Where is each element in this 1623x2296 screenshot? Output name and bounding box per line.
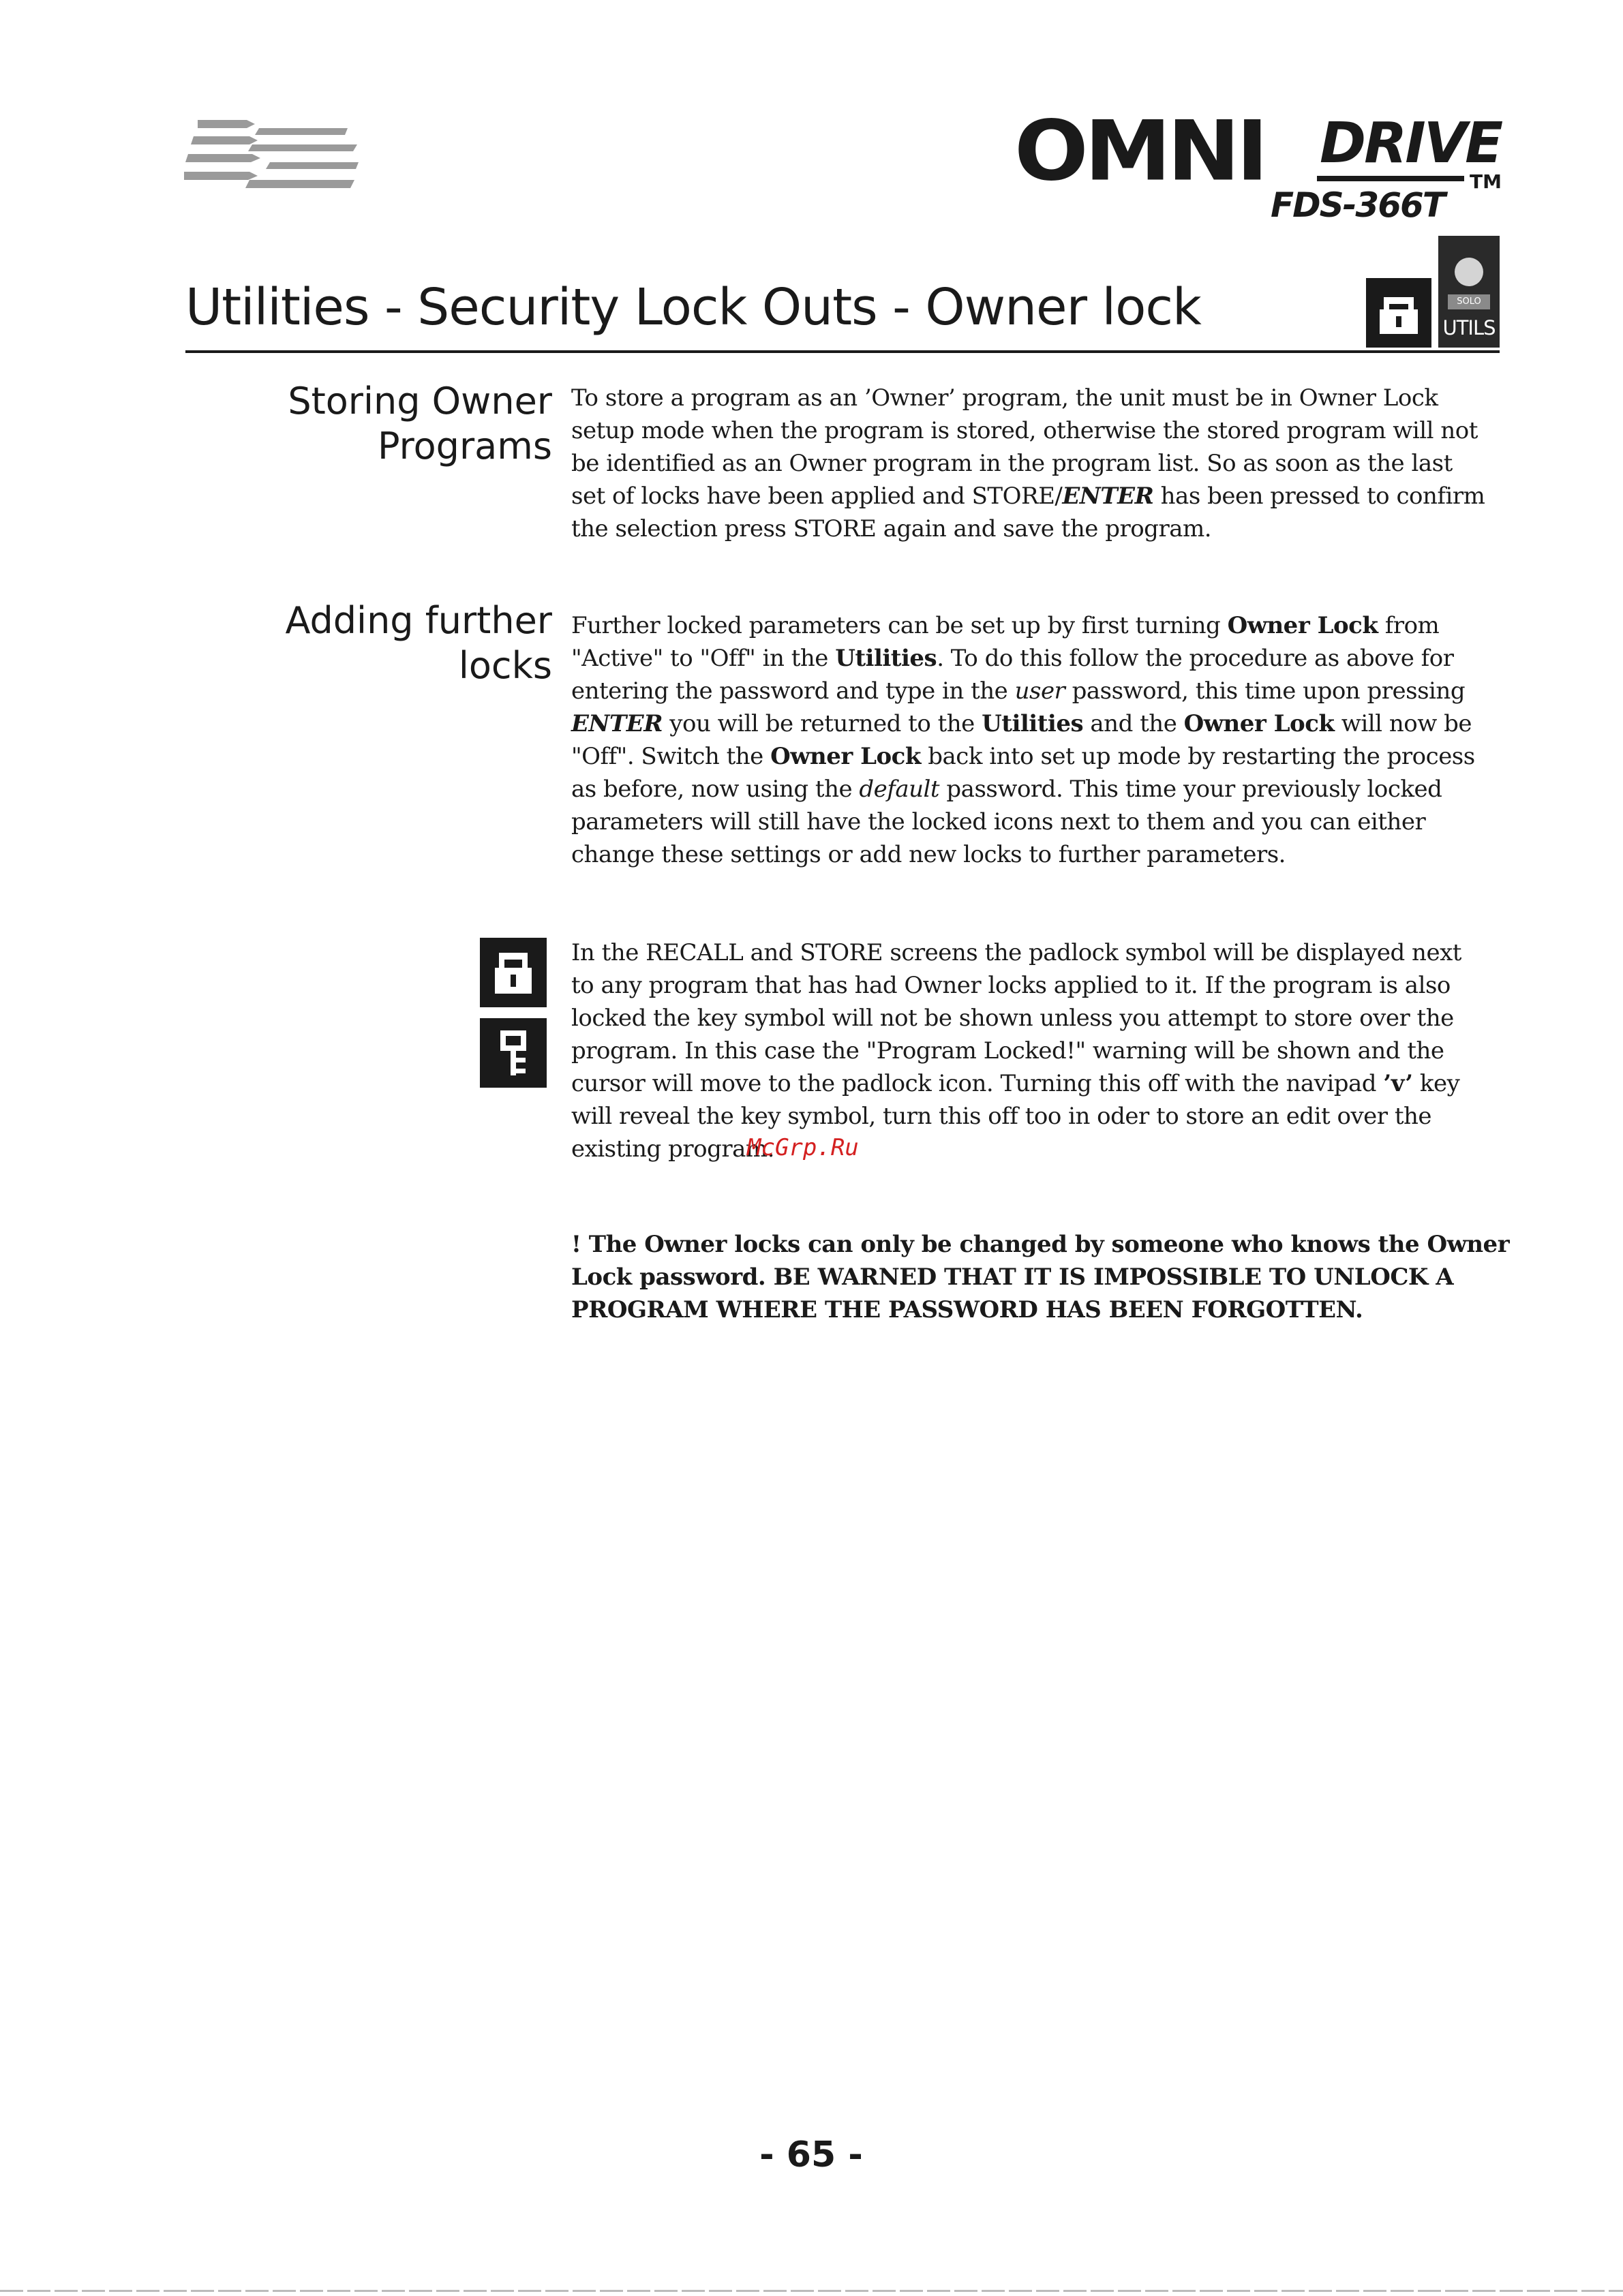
logo-trademark: TM <box>1470 170 1502 193</box>
heading-adding-further-locks <box>184 598 552 688</box>
text-line <box>571 838 1494 871</box>
utils-sub-label: SOLO <box>1448 294 1490 309</box>
text-run: setup mode when the program is stored, otherwise the stored program will not <box>571 417 1478 444</box>
text-line <box>571 675 1494 707</box>
text-line <box>571 642 1494 675</box>
text-line <box>571 1228 1510 1261</box>
text-run: will reveal the key symbol, turn this off too in oder to store an edit over the <box>571 1103 1432 1130</box>
text-run: Utilities <box>835 645 937 672</box>
text-line <box>571 512 1494 545</box>
text-run: program. In this case the "Program Locked!" warning will be shown and the <box>571 1037 1444 1065</box>
paragraph-adding <box>571 609 1494 871</box>
text-run: change these settings or add new locks to further parameters. <box>571 841 1286 868</box>
text-run: entering the password and type in the <box>571 677 1015 705</box>
text-run: ENTER <box>571 710 663 737</box>
text-run: . To do this follow the procedure as above for <box>937 645 1454 672</box>
text-run: will now be <box>1334 710 1472 737</box>
text-run: password. This time your previously locked <box>939 776 1442 803</box>
text-line <box>571 1100 1494 1133</box>
text-run: Owner Lock <box>1227 612 1378 639</box>
text-run: password, this time upon pressing <box>1065 677 1466 705</box>
text-run: to any program that has had Owner locks applied to it. If the program is also <box>571 972 1451 999</box>
bss-logo-graphic <box>184 114 361 195</box>
heading-line: Programs <box>378 425 552 468</box>
text-run: and the <box>1083 710 1184 737</box>
logo-model-text: FDS-366T <box>1271 185 1444 225</box>
text-run: ’v’ <box>1383 1070 1413 1097</box>
text-run: set of locks have been applied and STORE/ <box>571 483 1063 510</box>
text-run: be identified as an Owner program in the program list. So as soon as the last <box>571 450 1453 477</box>
bottom-edge-rule <box>0 2290 1623 2292</box>
text-line <box>571 740 1494 773</box>
text-line <box>571 1294 1494 1326</box>
text-line <box>571 609 1494 642</box>
text-run: To store a program as an ’Owner’ program, the unit must be in Owner Lock <box>571 384 1438 412</box>
text-line <box>571 773 1494 806</box>
page-number: - 65 - <box>759 2134 863 2175</box>
text-run: Owner Lock <box>770 743 921 770</box>
logo-drive-text: DRIVE <box>1320 111 1502 176</box>
paragraph-storing <box>571 382 1494 545</box>
text-run: as before, now using the <box>571 776 860 803</box>
text-run: PROGRAM WHERE THE PASSWORD HAS BEEN FORGOTTEN. <box>571 1296 1363 1323</box>
text-run: In the RECALL and STORE screens the padlock symbol will be displayed next <box>571 939 1461 966</box>
text-line <box>571 936 1494 969</box>
text-line <box>571 707 1494 740</box>
text-run: cursor will move to the padlock icon. Turning this off with the navipad <box>571 1070 1384 1097</box>
utils-label: UTILS <box>1442 316 1496 339</box>
text-run: Utilities <box>982 710 1084 737</box>
heading-line: Adding further <box>285 599 552 642</box>
text-run: Lock password. BE WARNED THAT IT IS IMPOSSIBLE TO UNLOCK A <box>571 1264 1454 1291</box>
watermark-text: McGrp.Ru <box>747 1134 859 1161</box>
text-run: key <box>1412 1070 1460 1097</box>
text-run: Owner Lock <box>1183 710 1335 737</box>
text-line <box>571 806 1494 838</box>
logo-drive-underline <box>1317 176 1464 181</box>
text-line <box>571 382 1494 414</box>
utils-led-icon <box>1455 258 1483 286</box>
text-run: parameters will still have the locked icons next to them and you can either <box>571 808 1426 836</box>
text-line <box>571 1133 1494 1165</box>
text-run: back into set up mode by restarting the process <box>920 743 1475 770</box>
paragraph-recall-store <box>571 936 1494 1165</box>
text-run: ! The Owner locks can only be changed by someone who knows the Owner <box>571 1231 1510 1258</box>
text-run: locked the key symbol will not be shown unless you attempt to store over the <box>571 1005 1454 1032</box>
text-run: the selection press STORE again and save the program. <box>571 515 1212 542</box>
text-run: you will be returned to the <box>662 710 982 737</box>
text-run: has been pressed to confirm <box>1153 483 1485 510</box>
text-run: existing program. <box>571 1135 774 1163</box>
text-line <box>571 1261 1494 1294</box>
heading-storing-owner-programs <box>184 379 552 469</box>
paragraph-warning <box>571 1228 1510 1326</box>
title-divider <box>185 350 1500 353</box>
text-run: ENTER <box>1062 483 1154 510</box>
text-run: "Off". Switch the <box>571 743 771 770</box>
text-line <box>571 480 1494 512</box>
text-line <box>571 1035 1494 1067</box>
omnidrive-logo <box>1014 103 1505 226</box>
text-line <box>571 414 1494 447</box>
page-title: Utilities - Security Lock Outs - Owner lock <box>185 278 1201 337</box>
key-icon <box>480 1018 547 1088</box>
padlock-icon <box>1366 278 1431 348</box>
text-run: "Active" to "Off" in the <box>571 645 836 672</box>
logo-omni-text: OMNI <box>1014 103 1264 200</box>
text-run: default <box>859 776 940 803</box>
text-line <box>571 1002 1494 1035</box>
padlock-icon <box>480 938 547 1007</box>
text-line <box>571 969 1494 1002</box>
text-run: user <box>1014 677 1065 705</box>
heading-line: Storing Owner <box>288 380 552 423</box>
text-line <box>571 447 1494 480</box>
heading-line: locks <box>458 644 552 687</box>
text-run: Further locked parameters can be set up by first turning <box>571 612 1228 639</box>
text-run: from <box>1378 612 1440 639</box>
bss-logo <box>184 114 361 195</box>
utils-button-icon <box>1438 236 1500 348</box>
text-line <box>571 1067 1494 1100</box>
